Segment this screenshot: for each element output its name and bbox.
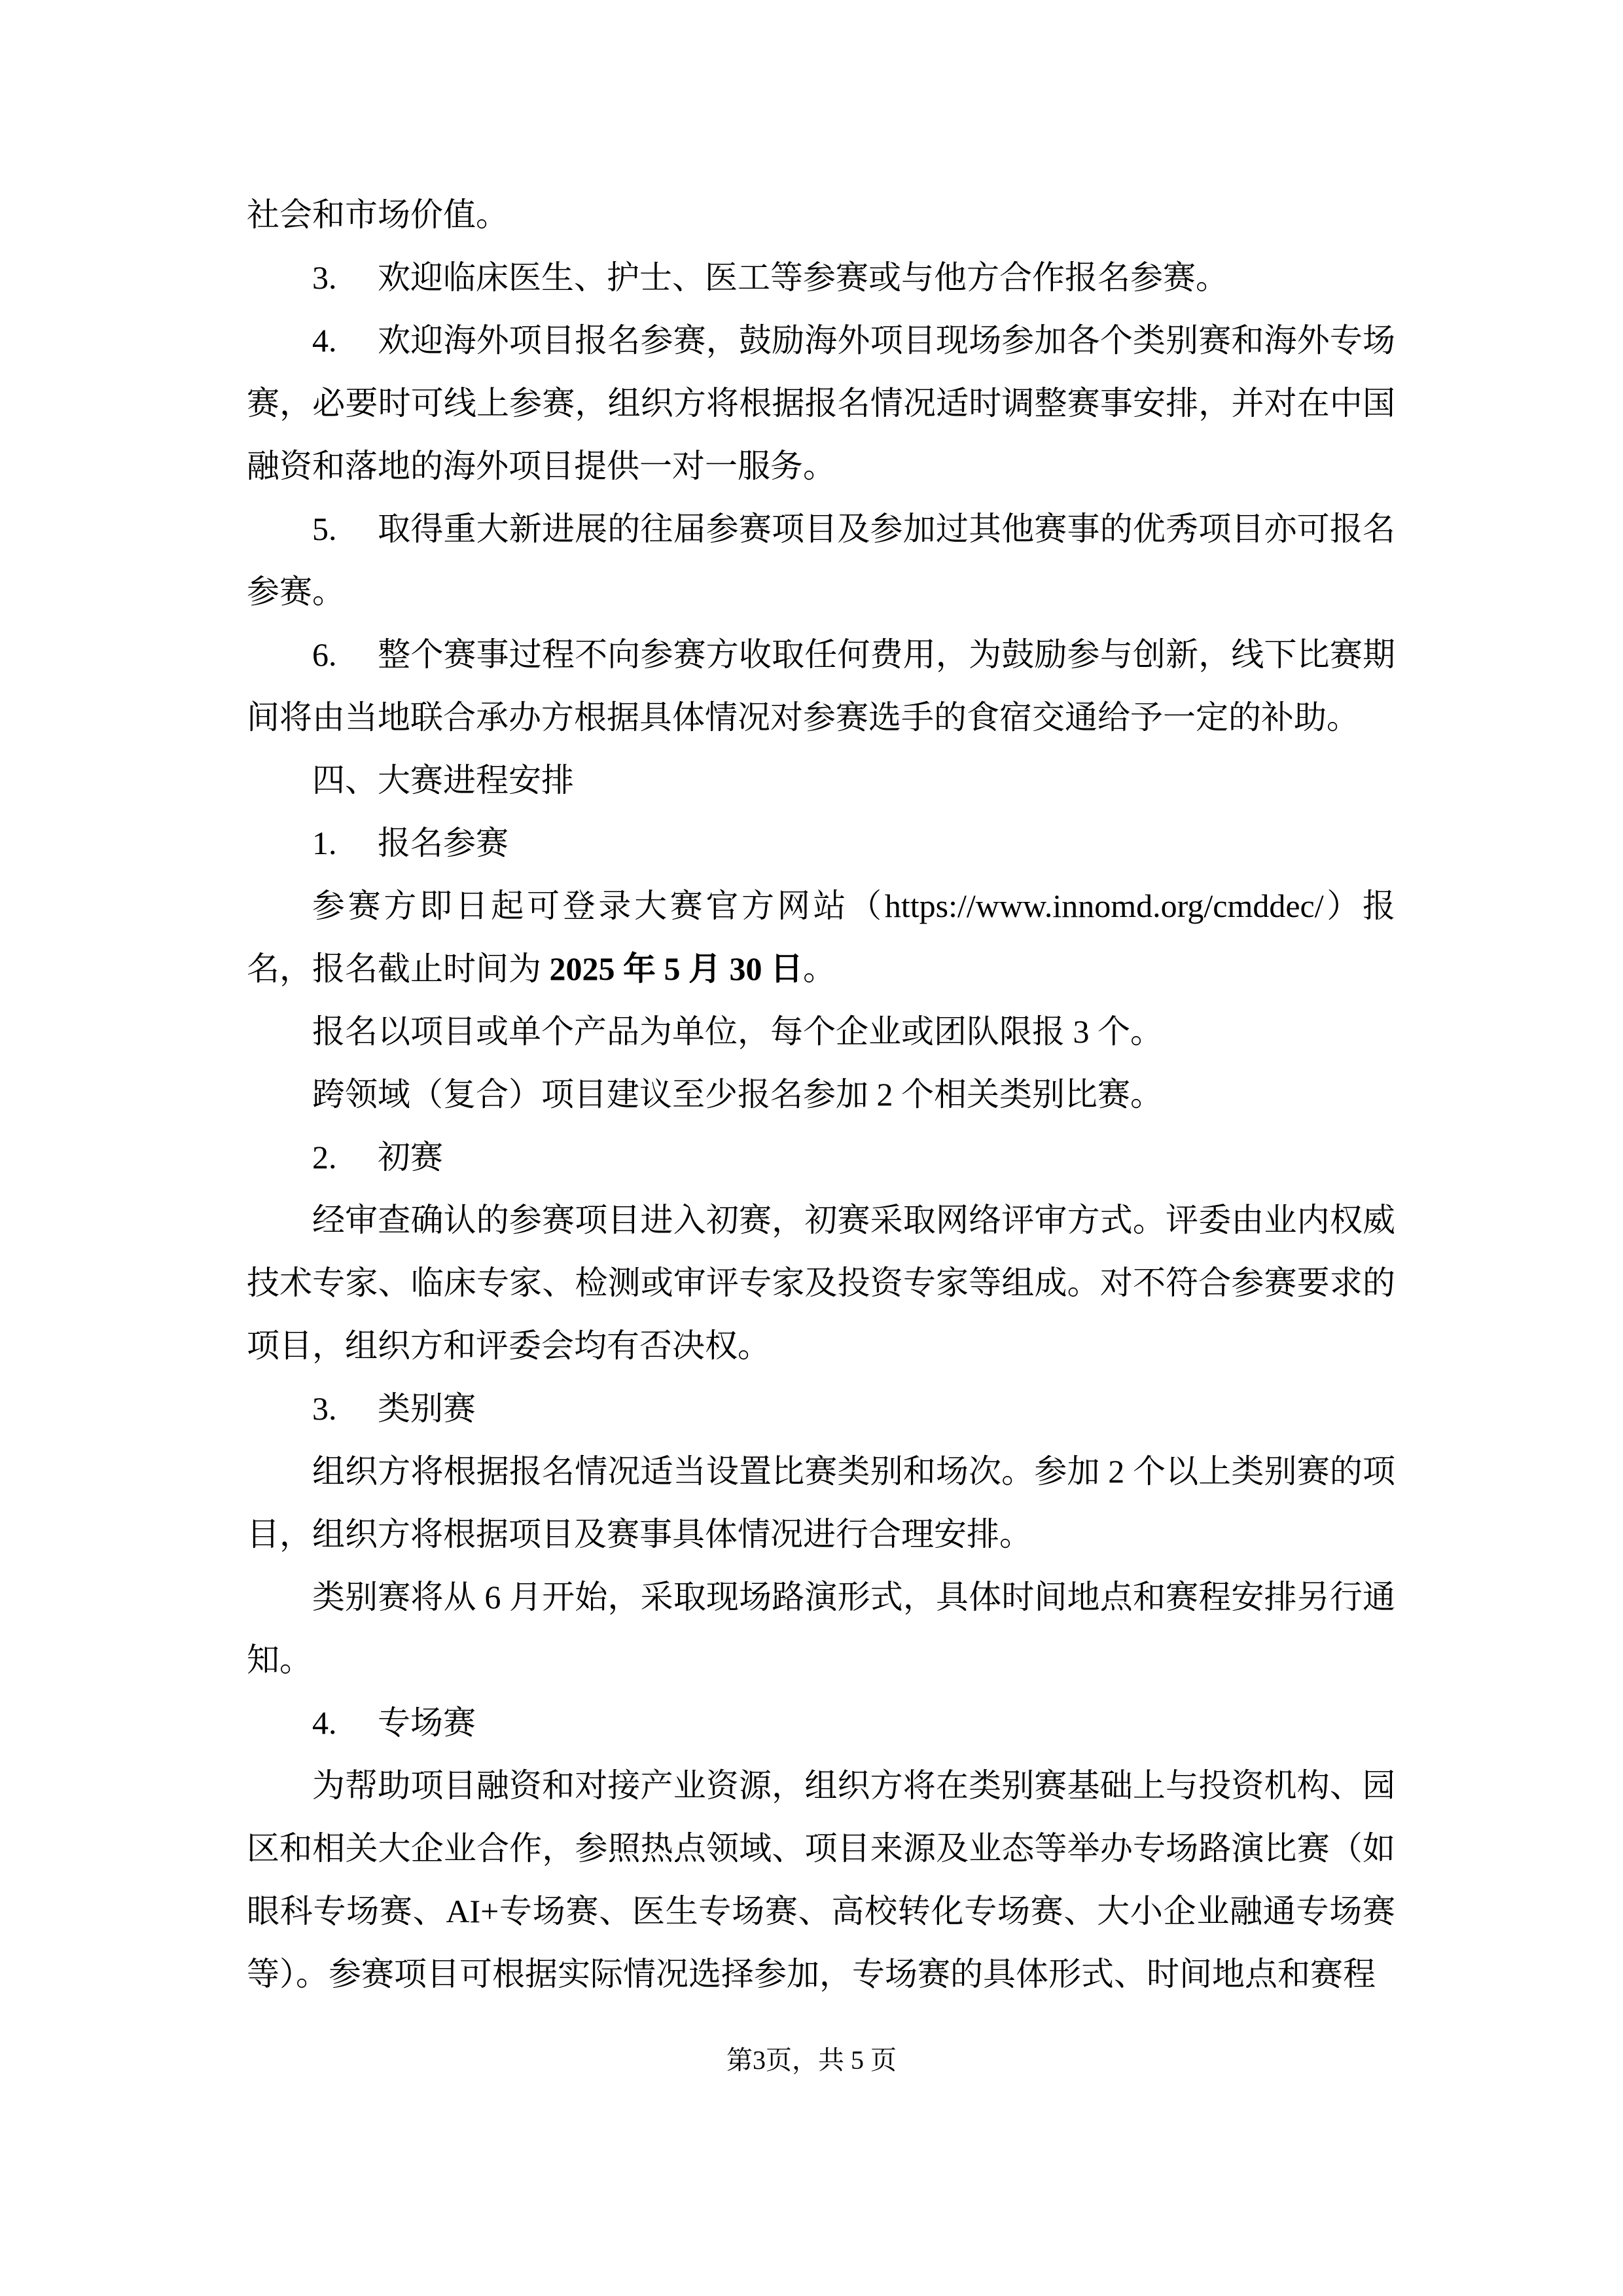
item-number: 5.: [312, 511, 337, 547]
text-run: 跨领域（复合）项目建议至少报名参加 2 个相关类别比赛。: [312, 1076, 1163, 1113]
numbered-item: [247, 246, 1395, 309]
item-number: 4.: [312, 322, 337, 359]
text-run: 四、大赛进程安排: [312, 762, 574, 798]
paragraph: [247, 874, 1395, 1000]
paragraph: [247, 183, 1395, 246]
paragraph: [247, 1440, 1395, 1566]
paragraph: [247, 1754, 1395, 2005]
numbered-item: [247, 1377, 1395, 1440]
text-run: 经审查确认的参赛项目进入初赛，初赛采取网络评审方式。评委由业内权威技术专家、临床专家、检测或审评专家及投资专家等组成。对不符合参赛要求的项目，组织方和评委会均有否决权。: [247, 1202, 1395, 1364]
text-run: 。: [803, 950, 836, 987]
numbered-item: [247, 309, 1395, 497]
item-number: 1.: [312, 825, 337, 861]
text-run: 初赛: [378, 1139, 443, 1175]
registration-deadline: 2025 年 5 月 30 日: [549, 950, 803, 987]
numbered-item: [247, 497, 1395, 623]
item-number: 6.: [312, 636, 337, 673]
paragraph: [247, 1000, 1395, 1063]
text-run: 为帮助项目融资和对接产业资源，组织方将在类别赛基础上与投资机构、园区和相关大企业合作，参照热点领域、项目来源及业态等举办专场路演比赛（如眼科专场赛、AI+专场赛、医生专场赛、高校转化专场赛、大小企业融通专场赛等）。参赛项目可根据实际情况选择参加，专场赛的具体形式、时间地点和赛程: [247, 1767, 1395, 1992]
text-run: 整个赛事过程不向参赛方收取任何费用，为鼓励参与创新，线下比赛期间将由当地联合承办方根据具体情况对参赛选手的食宿交通给予一定的补助。: [247, 636, 1395, 736]
text-run: 参赛方即日起可登录大赛官方网站（https://www.innomd.org/cmddec/）报名，报名截止时间为: [247, 888, 1395, 987]
section-heading: [247, 749, 1395, 812]
text-run: 类别赛: [378, 1390, 476, 1427]
text-run: 欢迎临床医生、护士、医工等参赛或与他方合作报名参赛。: [378, 259, 1228, 296]
text-run: 类别赛将从 6 月开始，采取现场路演形式，具体时间地点和赛程安排另行通知。: [247, 1579, 1395, 1678]
item-number: 4.: [312, 1704, 337, 1741]
text-run: 欢迎海外项目报名参赛，鼓励海外项目现场参加各个类别赛和海外专场赛，必要时可线上参赛，组织方将根据报名情况适时调整赛事安排，并对在中国融资和落地的海外项目提供一对一服务。: [247, 322, 1395, 484]
numbered-item: [247, 812, 1395, 874]
page-number: 第3页，共 5 页: [726, 2045, 897, 2075]
item-number: 3.: [312, 259, 337, 296]
page-footer: [0, 2043, 1623, 2077]
numbered-item: [247, 623, 1395, 749]
item-number: 2.: [312, 1139, 337, 1175]
numbered-item: [247, 1126, 1395, 1189]
text-run: 报名参赛: [378, 825, 508, 861]
text-run: 社会和市场价值。: [247, 196, 508, 233]
numbered-item: [247, 1691, 1395, 1754]
text-run: 取得重大新进展的往届参赛项目及参加过其他赛事的优秀项目亦可报名参赛。: [247, 511, 1395, 610]
item-number: 3.: [312, 1390, 337, 1427]
text-run: 报名以项目或单个产品为单位，每个企业或团队限报 3 个。: [312, 1013, 1163, 1050]
paragraph: [247, 1189, 1395, 1377]
text-run: 专场赛: [378, 1704, 476, 1741]
paragraph: [247, 1063, 1395, 1126]
text-run: 组织方将根据报名情况适当设置比赛类别和场次。参加 2 个以上类别赛的项目，组织方将根据项目及赛事具体情况进行合理安排。: [247, 1453, 1395, 1552]
paragraph: [247, 1566, 1395, 1691]
